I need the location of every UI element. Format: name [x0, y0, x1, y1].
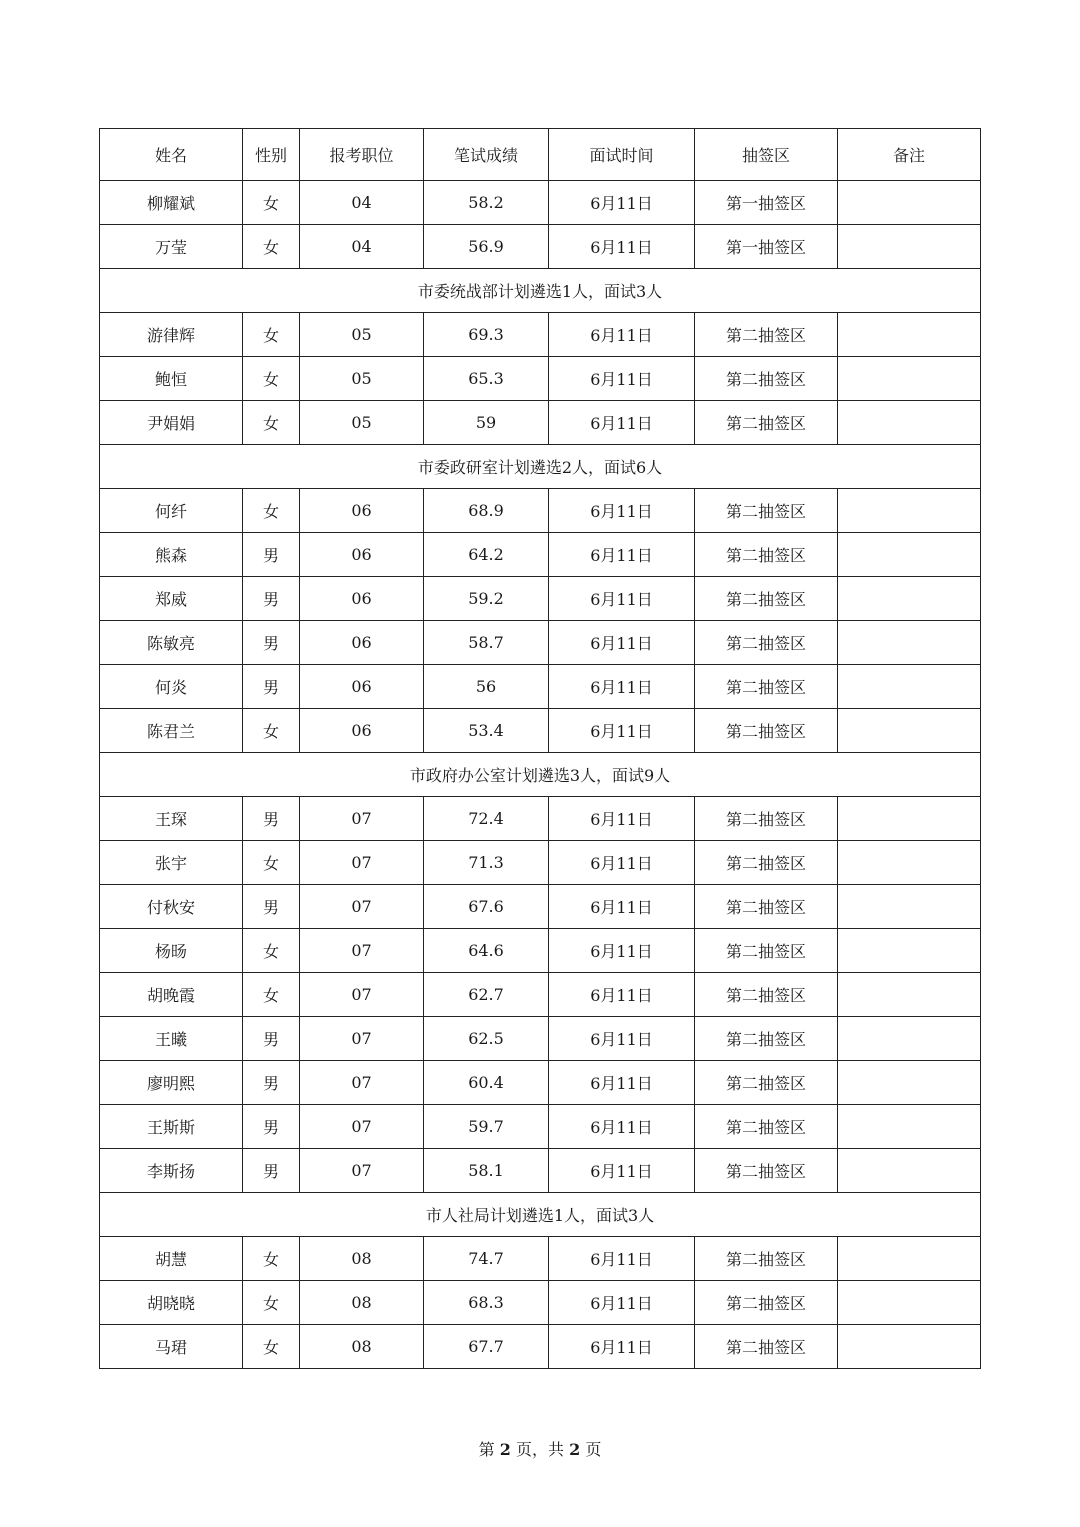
cell-name: 陈敏亮	[100, 621, 243, 665]
cell-remarks	[838, 973, 981, 1017]
cell-name: 何纤	[100, 489, 243, 533]
cell-name: 游律辉	[100, 313, 243, 357]
cell-name: 王琛	[100, 797, 243, 841]
cell-written-score: 62.5	[424, 1017, 549, 1061]
cell-interview-time: 6月11日	[549, 313, 695, 357]
cell-position: 07	[300, 1105, 424, 1149]
section-title: 市委统战部计划遴选1人，面试3人	[100, 269, 981, 313]
cell-interview-time: 6月11日	[549, 401, 695, 445]
cell-written-score: 67.7	[424, 1325, 549, 1369]
cell-interview-time: 6月11日	[549, 665, 695, 709]
cell-remarks	[838, 1281, 981, 1325]
section-title: 市政府办公室计划遴选3人，面试9人	[100, 753, 981, 797]
cell-written-score: 68.9	[424, 489, 549, 533]
table-row	[100, 1017, 981, 1061]
table-row	[100, 841, 981, 885]
cell-written-score: 71.3	[424, 841, 549, 885]
cell-name: 王斯斯	[100, 1105, 243, 1149]
cell-name: 李斯扬	[100, 1149, 243, 1193]
cell-gender: 男	[243, 1017, 300, 1061]
cell-name: 廖明熙	[100, 1061, 243, 1105]
cell-written-score: 59.7	[424, 1105, 549, 1149]
table-row	[100, 489, 981, 533]
header-remarks: 备注	[838, 129, 981, 181]
section-row	[100, 753, 981, 797]
cell-remarks	[838, 1017, 981, 1061]
cell-interview-time: 6月11日	[549, 357, 695, 401]
cell-lottery-area: 第二抽签区	[695, 1017, 838, 1061]
cell-gender: 男	[243, 797, 300, 841]
cell-lottery-area: 第二抽签区	[695, 621, 838, 665]
cell-gender: 女	[243, 401, 300, 445]
cell-lottery-area: 第二抽签区	[695, 1149, 838, 1193]
cell-remarks	[838, 797, 981, 841]
section-title: 市人社局计划遴选1人，面试3人	[100, 1193, 981, 1237]
cell-written-score: 59	[424, 401, 549, 445]
cell-name: 王曦	[100, 1017, 243, 1061]
cell-written-score: 53.4	[424, 709, 549, 753]
header-name: 姓名	[100, 129, 243, 181]
table-row	[100, 225, 981, 269]
cell-written-score: 65.3	[424, 357, 549, 401]
cell-remarks	[838, 1061, 981, 1105]
cell-name: 柳耀斌	[100, 181, 243, 225]
cell-lottery-area: 第二抽签区	[695, 1325, 838, 1369]
cell-gender: 男	[243, 621, 300, 665]
cell-written-score: 58.7	[424, 621, 549, 665]
cell-position: 07	[300, 1061, 424, 1105]
cell-remarks	[838, 357, 981, 401]
cell-position: 06	[300, 533, 424, 577]
cell-position: 05	[300, 313, 424, 357]
cell-position: 07	[300, 929, 424, 973]
table-row	[100, 401, 981, 445]
header-position: 报考职位	[300, 129, 424, 181]
page-total: 2	[569, 1440, 581, 1459]
cell-written-score: 74.7	[424, 1237, 549, 1281]
table-row	[100, 181, 981, 225]
cell-lottery-area: 第二抽签区	[695, 577, 838, 621]
cell-lottery-area: 第二抽签区	[695, 313, 838, 357]
cell-position: 08	[300, 1237, 424, 1281]
cell-name: 胡晚霞	[100, 973, 243, 1017]
cell-name: 鲍恒	[100, 357, 243, 401]
cell-lottery-area: 第一抽签区	[695, 181, 838, 225]
cell-remarks	[838, 489, 981, 533]
cell-gender: 男	[243, 1105, 300, 1149]
cell-position: 07	[300, 885, 424, 929]
cell-name: 郑威	[100, 577, 243, 621]
table-header	[100, 129, 981, 181]
cell-interview-time: 6月11日	[549, 841, 695, 885]
table-row	[100, 885, 981, 929]
table-row	[100, 665, 981, 709]
cell-written-score: 64.6	[424, 929, 549, 973]
cell-gender: 男	[243, 665, 300, 709]
header-lottery-area: 抽签区	[695, 129, 838, 181]
cell-position: 08	[300, 1281, 424, 1325]
cell-written-score: 69.3	[424, 313, 549, 357]
cell-gender: 女	[243, 709, 300, 753]
cell-written-score: 68.3	[424, 1281, 549, 1325]
header-gender: 性别	[243, 129, 300, 181]
header-row	[100, 129, 981, 181]
cell-interview-time: 6月11日	[549, 225, 695, 269]
cell-remarks	[838, 1149, 981, 1193]
cell-name: 张宇	[100, 841, 243, 885]
cell-position: 07	[300, 1017, 424, 1061]
cell-lottery-area: 第二抽签区	[695, 401, 838, 445]
cell-interview-time: 6月11日	[549, 1237, 695, 1281]
cell-name: 熊森	[100, 533, 243, 577]
cell-position: 06	[300, 665, 424, 709]
cell-gender: 女	[243, 1325, 300, 1369]
cell-remarks	[838, 1105, 981, 1149]
cell-interview-time: 6月11日	[549, 489, 695, 533]
table-row	[100, 1105, 981, 1149]
cell-name: 万莹	[100, 225, 243, 269]
cell-interview-time: 6月11日	[549, 1281, 695, 1325]
cell-name: 陈君兰	[100, 709, 243, 753]
table-row	[100, 1237, 981, 1281]
cell-position: 05	[300, 401, 424, 445]
cell-position: 04	[300, 181, 424, 225]
cell-position: 05	[300, 357, 424, 401]
table-row	[100, 1325, 981, 1369]
cell-gender: 女	[243, 225, 300, 269]
table-row	[100, 357, 981, 401]
table-row	[100, 1149, 981, 1193]
header-written-score: 笔试成绩	[424, 129, 549, 181]
table-row	[100, 973, 981, 1017]
table-row	[100, 797, 981, 841]
cell-interview-time: 6月11日	[549, 973, 695, 1017]
cell-written-score: 67.6	[424, 885, 549, 929]
cell-lottery-area: 第二抽签区	[695, 665, 838, 709]
cell-written-score: 62.7	[424, 973, 549, 1017]
cell-position: 06	[300, 489, 424, 533]
cell-written-score: 56.9	[424, 225, 549, 269]
cell-gender: 女	[243, 1237, 300, 1281]
table-row	[100, 929, 981, 973]
cell-remarks	[838, 401, 981, 445]
cell-position: 06	[300, 621, 424, 665]
cell-interview-time: 6月11日	[549, 1149, 695, 1193]
cell-remarks	[838, 577, 981, 621]
cell-lottery-area: 第二抽签区	[695, 1237, 838, 1281]
header-interview-time: 面试时间	[549, 129, 695, 181]
cell-remarks	[838, 533, 981, 577]
cell-position: 07	[300, 973, 424, 1017]
cell-interview-time: 6月11日	[549, 929, 695, 973]
cell-written-score: 56	[424, 665, 549, 709]
cell-interview-time: 6月11日	[549, 709, 695, 753]
cell-lottery-area: 第二抽签区	[695, 841, 838, 885]
cell-remarks	[838, 225, 981, 269]
cell-lottery-area: 第二抽签区	[695, 533, 838, 577]
cell-gender: 女	[243, 929, 300, 973]
cell-name: 何炎	[100, 665, 243, 709]
table-row	[100, 1061, 981, 1105]
cell-written-score: 59.2	[424, 577, 549, 621]
cell-position: 04	[300, 225, 424, 269]
cell-remarks	[838, 709, 981, 753]
cell-interview-time: 6月11日	[549, 1105, 695, 1149]
cell-name: 杨旸	[100, 929, 243, 973]
cell-lottery-area: 第二抽签区	[695, 973, 838, 1017]
cell-lottery-area: 第二抽签区	[695, 1105, 838, 1149]
cell-interview-time: 6月11日	[549, 577, 695, 621]
cell-interview-time: 6月11日	[549, 797, 695, 841]
cell-remarks	[838, 621, 981, 665]
cell-written-score: 58.1	[424, 1149, 549, 1193]
cell-gender: 女	[243, 841, 300, 885]
cell-lottery-area: 第二抽签区	[695, 709, 838, 753]
cell-interview-time: 6月11日	[549, 621, 695, 665]
page-suffix: 页	[585, 1440, 602, 1459]
cell-written-score: 72.4	[424, 797, 549, 841]
section-row	[100, 269, 981, 313]
cell-remarks	[838, 665, 981, 709]
table-row	[100, 709, 981, 753]
cell-interview-time: 6月11日	[549, 885, 695, 929]
cell-lottery-area: 第二抽签区	[695, 797, 838, 841]
cell-lottery-area: 第一抽签区	[695, 225, 838, 269]
page-current: 2	[499, 1440, 511, 1459]
cell-interview-time: 6月11日	[549, 533, 695, 577]
page-middle: 页，共	[515, 1440, 564, 1459]
table-row	[100, 1281, 981, 1325]
cell-gender: 女	[243, 973, 300, 1017]
table-row	[100, 577, 981, 621]
cell-gender: 女	[243, 489, 300, 533]
cell-gender: 女	[243, 357, 300, 401]
cell-remarks	[838, 929, 981, 973]
cell-lottery-area: 第二抽签区	[695, 929, 838, 973]
page-number	[0, 1437, 1080, 1460]
table-body	[100, 181, 981, 1369]
cell-remarks	[838, 181, 981, 225]
cell-lottery-area: 第二抽签区	[695, 1281, 838, 1325]
cell-position: 07	[300, 841, 424, 885]
section-row	[100, 1193, 981, 1237]
cell-name: 马珺	[100, 1325, 243, 1369]
cell-remarks	[838, 841, 981, 885]
cell-written-score: 60.4	[424, 1061, 549, 1105]
cell-gender: 女	[243, 181, 300, 225]
section-row	[100, 445, 981, 489]
cell-lottery-area: 第二抽签区	[695, 885, 838, 929]
cell-remarks	[838, 1325, 981, 1369]
cell-remarks	[838, 1237, 981, 1281]
cell-position: 06	[300, 577, 424, 621]
cell-lottery-area: 第二抽签区	[695, 357, 838, 401]
cell-position: 07	[300, 797, 424, 841]
cell-position: 08	[300, 1325, 424, 1369]
cell-interview-time: 6月11日	[549, 1325, 695, 1369]
cell-remarks	[838, 313, 981, 357]
table-row	[100, 313, 981, 357]
cell-gender: 男	[243, 577, 300, 621]
cell-name: 付秋安	[100, 885, 243, 929]
cell-name: 胡慧	[100, 1237, 243, 1281]
section-title: 市委政研室计划遴选2人，面试6人	[100, 445, 981, 489]
cell-lottery-area: 第二抽签区	[695, 489, 838, 533]
cell-gender: 女	[243, 1281, 300, 1325]
candidate-table	[99, 128, 981, 1369]
page-prefix: 第	[478, 1440, 495, 1459]
table-row	[100, 533, 981, 577]
cell-gender: 女	[243, 313, 300, 357]
cell-gender: 男	[243, 533, 300, 577]
cell-gender: 男	[243, 1061, 300, 1105]
table-row	[100, 621, 981, 665]
cell-interview-time: 6月11日	[549, 1061, 695, 1105]
cell-gender: 男	[243, 885, 300, 929]
cell-written-score: 64.2	[424, 533, 549, 577]
cell-interview-time: 6月11日	[549, 1017, 695, 1061]
cell-name: 尹娟娟	[100, 401, 243, 445]
cell-position: 07	[300, 1149, 424, 1193]
cell-name: 胡晓晓	[100, 1281, 243, 1325]
cell-lottery-area: 第二抽签区	[695, 1061, 838, 1105]
cell-interview-time: 6月11日	[549, 181, 695, 225]
cell-remarks	[838, 885, 981, 929]
cell-position: 06	[300, 709, 424, 753]
cell-written-score: 58.2	[424, 181, 549, 225]
cell-gender: 男	[243, 1149, 300, 1193]
